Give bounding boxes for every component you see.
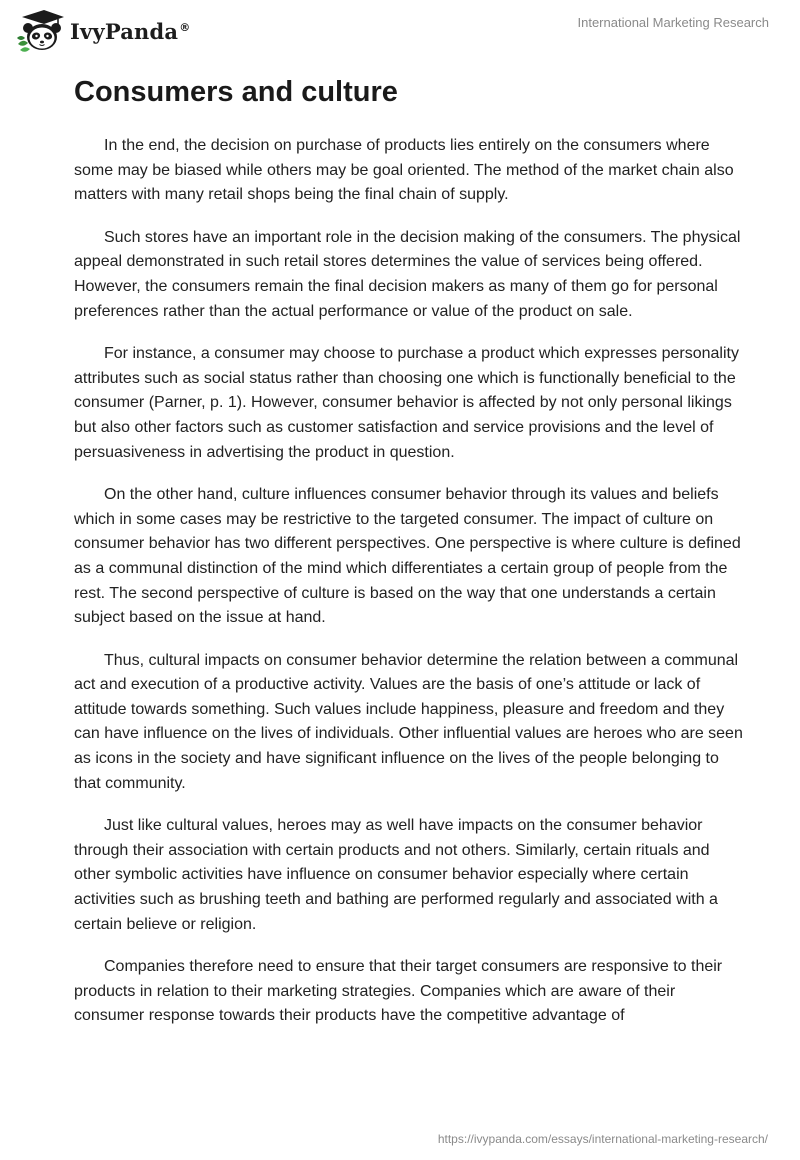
ivypanda-logo[interactable]: [14, 8, 190, 54]
paragraph: Companies therefore need to ensure that their target consumers are responsive to their products in relation to their marketing strategies. Companies which are aware of their consumer response towards their products have the competitive advantage of: [74, 958, 723, 1025]
paragraph: Just like cultural values, heroes may as well have impacts on the consumer behavior through their association with certain products and not others. Similarly, certain rituals and other symbolic activities have influence on consumer behavior especially where certain activities such as brushing teeth and bathing are performed regularly and associated with a certain believe or religion.: [74, 817, 718, 933]
brand-name: [70, 18, 191, 44]
article-body: [74, 134, 744, 1047]
paragraph: For instance, a consumer may choose to purchase a product which expresses personality attributes such as social status rather than choosing one which is functionally beneficial to the consumer (Parner, p. 1). However, consumer behavior is affected by not only personal likings but also other factors such as customer satisfaction and service provisions and the level of persuasiveness in advertising the product in question.: [74, 345, 739, 461]
paragraph: On the other hand, culture influences consumer behavior through its values and beliefs which in some cases may be restrictive to the targeted consumer. The impact of culture on consumer behavior has two different perspectives. One perspective is where culture is defined as a communal distinction of the mind which differentiates a certain group of people from the rest. The second perspective of culture is based on the way that one understands a certain subject based on the issue at hand.: [74, 486, 741, 627]
page-header: [0, 0, 800, 60]
registered-mark: ®: [179, 20, 191, 34]
panda-graduate-icon: [14, 8, 66, 54]
section-heading: Consumers and culture: [74, 76, 398, 108]
document-title: International Marketing Research: [577, 15, 769, 30]
paragraph: In the end, the decision on purchase of products lies entirely on the consumers where some may be biased while others may be goal oriented. The method of the market chain also matters with many retail shops being the final chain of supply.: [74, 137, 734, 204]
paragraph: Thus, cultural impacts on consumer behavior determine the relation between a communal act and execution of a productive activity. Values are the basis of one’s attitude or lack of attitude towards something. Such values include happiness, pleasure and freedom and they can have influence on the lives of individuals. Other influential values are heroes who are seen as icons in the society and have significant influence on the lives of the people belonging to that community.: [74, 651, 743, 792]
source-url-link[interactable]: https://ivypanda.com/essays/international-marketing-research/: [437, 1132, 768, 1146]
paragraph: Such stores have an important role in the decision making of the consumers. The physical appeal demonstrated in such retail stores determines the value of services being offered. However, the consumers remain the final decision makers as many of them go for personal preferences rather than the actual performance or value of the product on sale.: [74, 228, 741, 320]
brand-name-text: IvyPanda: [70, 18, 179, 44]
